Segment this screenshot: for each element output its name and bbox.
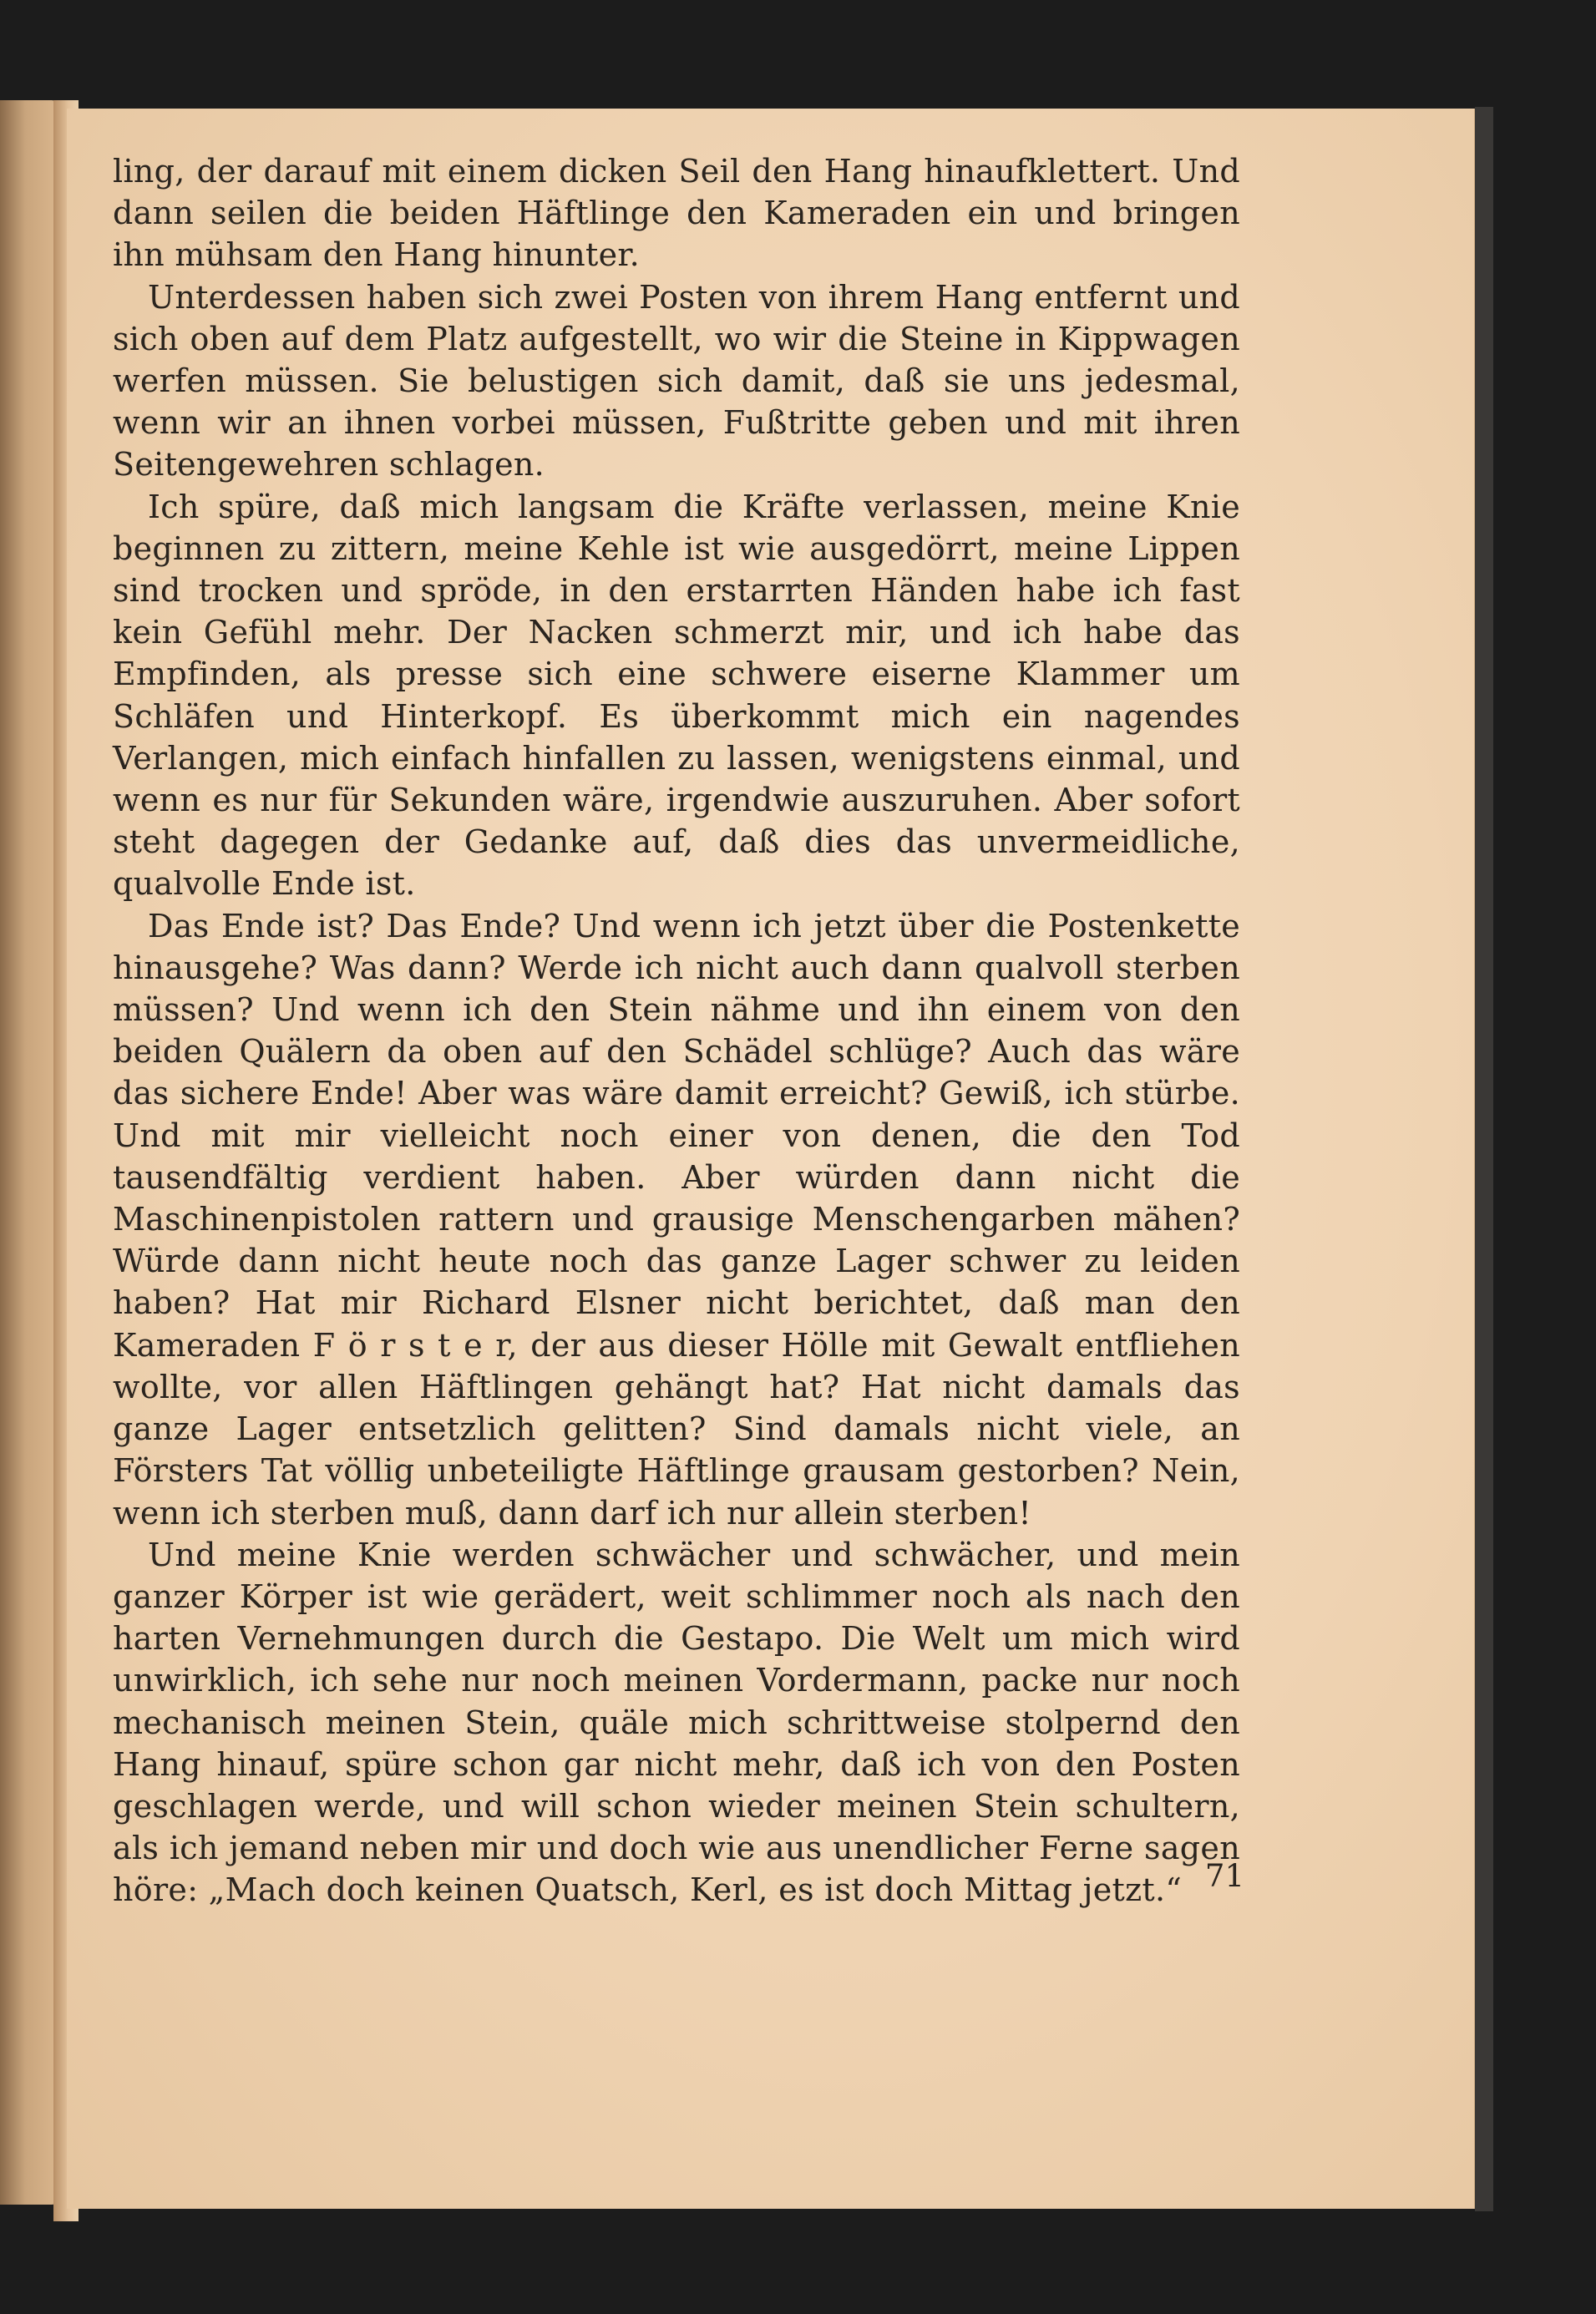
page-number: 71 (1204, 1858, 1244, 1894)
paragraph-4: Das Ende ist? Das Ende? Und wenn ich jetzt über die Postenkette hinausgehe? Was dann? Werde ich nicht auch dann qualvoll sterben müssen? Und wenn ich den Stein nähme und ihn einem von den beiden Quälern da oben auf den Schädel schlüge? Auch das wäre das sichere Ende! Aber was wäre damit erreicht? Gewiß, ich stürbe. Und mit mir vielleicht noch einer von denen, die den Tod tausendfältig verdient haben. Aber würden dann nicht die Maschinenpistolen rattern und grausige Menschengarben mähen? Würde dann nicht heute noch das ganze Lager schwer zu leiden haben? Hat mir Richard Elsner nicht berichtet, daß man den Kameraden F ö r s t e r, der aus dieser Hölle mit Gewalt entfliehen wollte, vor allen Häftlingen gehängt hat? Hat nicht damals das ganze Lager entsetzlich gelitten? Sind damals nicht viele, an Försters Tat völlig unbeteiligte Häftlinge grausam gestorben? Nein, wenn ich sterben muß, dann darf ich nur allein sterben! (113, 907, 1240, 1532)
paragraph-2: Unterdessen haben sich zwei Posten von ihrem Hang entfernt und sich oben auf dem Platz aufgestellt, wo wir die Steine in Kippwagen werfen müssen. Sie belustigen sich damit, daß sie uns jedesmal, wenn wir an ihnen vorbei müssen, Fußtritte geben und mit ihren Seitengewehren schlagen. (113, 278, 1240, 484)
page-text-block (113, 150, 1240, 1911)
book-cover-edge (1475, 107, 1493, 2211)
paragraph-1: ling, der darauf mit einem dicken Seil den Hang hinaufklettert. Und dann seilen die beiden Häftlinge den Kameraden ein und bringen ihn mühsam den Hang hinunter. (113, 153, 1240, 274)
left-page-edge (0, 100, 57, 2205)
paragraph-5: Und meine Knie werden schwächer und schwächer, und mein ganzer Körper ist wie gerädert, weit schlimmer noch als nach den harten Vernehmungen durch die Gestapo. Die Welt um mich wird unwirklich, ich sehe nur noch meinen Vordermann, packe nur noch mechanisch meinen Stein, quäle mich schrittweise stolpernd den Hang hinauf, spüre schon gar nicht mehr, daß ich von den Posten geschlagen werde, und will schon wieder meinen Stein schultern, als ich jemand neben mir und doch wie aus unendlicher Ferne sagen höre: „Mach doch keinen Quatsch, Kerl, es ist doch Mittag jetzt.“ (113, 1536, 1240, 1909)
paragraph-3: Ich spüre, daß mich langsam die Kräfte verlassen, meine Knie beginnen zu zittern, meine Kehle ist wie ausgedörrt, meine Lippen sind trocken und spröde, in den erstarrten Händen habe ich fast kein Gefühl mehr. Der Nacken schmerzt mir, und ich habe das Empfinden, als presse sich eine schwere eiserne Klammer um Schläfen und Hinterkopf. Es überkommt mich ein nagendes Verlangen, mich einfach hinfallen zu lassen, wenigstens einmal, und wenn es nur für Sekunden wäre, irgendwie auszuruhen. Aber sofort steht dagegen der Gedanke auf, daß dies das unvermeidliche, qualvolle Ende ist. (113, 488, 1240, 903)
